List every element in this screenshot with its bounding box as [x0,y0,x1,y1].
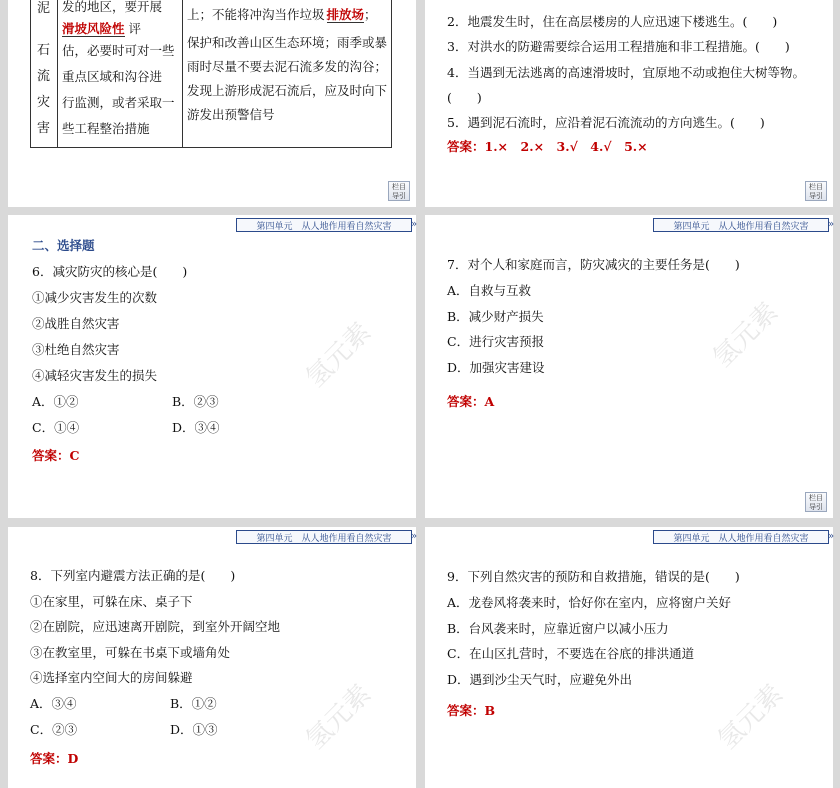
question-text: 8．下列室内避震方法正确的是( ) [30,568,236,583]
option-b: B．②③ [172,394,219,409]
statement-item: ②在剧院，应迅速离开剧院，到室外开阔空地 [30,619,281,634]
unit-banner: 第四单元 从人地作用看自然灾害 » [653,218,829,232]
question-line: 2．地震发生时，住在高层楼房的人应迅速下楼逃生。( ) [447,14,778,29]
label-char: 泥 [37,1,51,16]
statement-item: ①在家里，可躲在床、桌子下 [30,594,193,609]
table-blank-line: 上；不能将冲沟当作垃圾 排放场； [187,7,377,22]
statement-item: ③杜绝自然灾害 [32,342,120,357]
table-text: 估，必要时可对一些 [62,43,175,58]
table-text: 发的地区，要开展 [62,0,163,14]
slide-question-8 [8,527,416,788]
nav-guide-button[interactable]: 栏目 导引 [388,181,410,201]
option-b: B．减少财产损失 [447,309,544,324]
label-char: 灾 [37,95,51,110]
nav-guide-button[interactable]: 栏目 导引 [805,181,827,201]
question-text: 6．减灾防灾的核心是( ) [32,264,188,279]
disaster-table [30,0,392,148]
answer-text: 答案：D [30,751,79,766]
question-line: 3．对洪水的防避需要综合运用工程措施和非工程措施。( ) [447,39,790,54]
statement-item: ①减少灾害发生的次数 [32,290,158,305]
answer-text: 答案：1.× 2.× 3.√ 4.√ 5.× [447,139,648,154]
table-text: 些工程整治措施 [62,121,150,136]
label-char: 流 [37,69,51,84]
option-a: A．①② [32,394,79,409]
option-a: A．自救与互救 [447,283,532,298]
answer-text: 答案：B [447,703,496,718]
answer-text: 答案：A [447,394,495,409]
question-line: ( ) [447,90,482,105]
table-text: 行监测，或者采取一 [62,95,175,110]
unit-banner: 第四单元 从人地作用看自然灾害 » [236,218,412,232]
statement-item: ④减轻灾害发生的损失 [32,368,158,383]
table-text: 保护和改善山区生态环境；雨季或暴 [187,35,388,50]
option-b: B．台风袭来时，应靠近窗户以减小压力 [447,621,669,636]
option-c: C．②③ [30,722,78,737]
statement-item: ③在教室里，可躲在书桌下或墙角处 [30,645,231,660]
answer-text: 答案：C [32,448,80,463]
option-a: A．龙卷风将袭来时，恰好你在室内，应将窗户关好 [447,595,732,610]
statement-item: ④选择室内空间大的房间躲避 [30,670,193,685]
table-blank-line [62,19,141,37]
table-text: 评 [128,21,142,36]
table-col-label [31,0,58,147]
statement-item: ②战胜自然灾害 [32,316,120,331]
watermark: 氢元素 [300,317,377,394]
label-char: 害 [37,121,51,136]
option-d: D．加强灾害建设 [447,360,545,375]
watermark: 氢元素 [300,679,377,756]
section-title: 二、选择题 [32,238,95,253]
option-c: C．进行灾害预报 [447,334,545,349]
question-text: 7．对个人和家庭而言，防灾减灾的主要任务是( ) [447,257,740,272]
table-text: 重点区域和沟谷进 [62,69,163,84]
option-d: D．遇到沙尘天气时，应避免外出 [447,672,633,687]
table-text: 游发出预警信号 [187,107,275,122]
unit-banner: 第四单元 从人地作用看自然灾害 » [236,530,412,544]
slide-table [8,0,416,207]
watermark: 氢元素 [712,679,789,756]
slide-question-7 [425,215,833,518]
option-b: B．①② [170,696,217,711]
table-text: 雨时尽量不要去泥石流多发的沟谷； [187,59,388,74]
slide-question-6 [8,215,416,518]
option-c: C．在山区扎营时，不要选在谷底的排洪通道 [447,646,695,661]
question-line: 5．遇到泥石流时，应沿着泥石流流动的方向逃生。( ) [447,115,765,130]
nav-guide-button[interactable]: 栏目 导引 [805,492,827,512]
watermark: 氢元素 [707,297,784,374]
unit-banner: 第四单元 从人地作用看自然灾害 » [653,530,829,544]
option-d: D．③④ [172,420,220,435]
table-col-measures [58,0,183,147]
option-c: C．①④ [32,420,80,435]
question-line: 4．当遇到无法逃离的高速滑坡时，宜原地不动或抱住大树等物。 [447,65,805,80]
slide-question-9 [425,527,833,788]
slide-judgement [425,0,833,207]
option-d: D．①③ [170,722,218,737]
filled-blank: 滑坡风险性 [62,21,125,36]
table-col-prevention [183,0,393,147]
option-a: A．③④ [30,696,77,711]
table-text: 发现上游形成泥石流后，应及时向下 [187,83,388,98]
label-char: 石 [37,43,51,58]
question-text: 9．下列自然灾害的预防和自救措施，错误的是( ) [447,569,740,584]
filled-blank: 排放场 [326,7,365,22]
